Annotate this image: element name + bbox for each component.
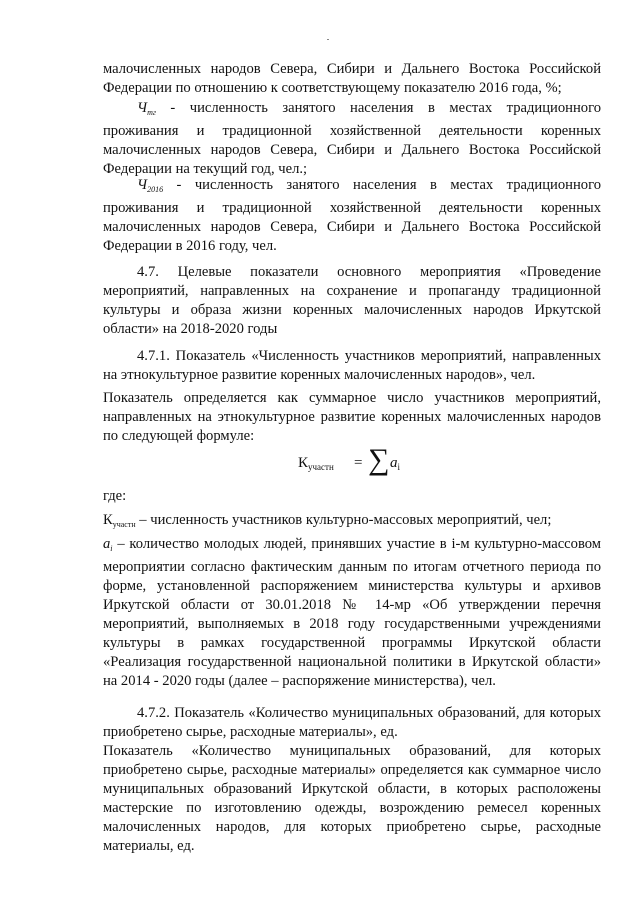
paragraph-continuation: малочисленных народов Севера, Сибири и Дальнего Востока Российской Федерации по отношению к соответствующему показателю 2016 года, %;: [103, 61, 601, 96]
paragraph-definition-2016: $Ч_{2016}$ - численность занятого населения в местах традиционного проживания и традиционной хозяйственной деятельности коренных малочисленных народов Севера, Сибири и Дальнего Востока Российской Федерации в 2016 году, чел.: [103, 177, 601, 254]
symbol-subscript: i: [110, 544, 113, 553]
formula-lhs: $К_{участн}$: [298, 455, 334, 472]
paragraph-definition-ai: $a_i$ – количество молодых людей, принявших участие в i-м культурно-массовом мероприятии согласно фактическим данным по итогам отчетного периода по форме, установленной распоряжением министерства культуры и архивов Иркутской области от 30.01.2018 № 14-мр «Об утверждении перечня мероприятий, выполняемых в 2018 году государственными учреждениями культуры в рамках государственной программы Иркутской области «Реализация государственной национальной политики в Иркутской области» на 2014 - 2020 годы (далее – распоряжение министерства), чел.: [103, 536, 601, 689]
paragraph-definition-current-year: $Ч_{тг}$ - численность занятого населения в местах традиционного проживания и традиционной хозяйственной деятельности коренных малочисленных народов Севера, Сибири и Дальнего Востока Российской Федерации на текущий год, чел.;: [103, 100, 601, 177]
formula-equals: =: [354, 455, 363, 471]
scan-mark: [327, 39, 329, 40]
paragraph-indicator-definition: Показатель «Количество муниципальных образований, для которых приобретено сырье, расходные материалы» определяется как суммарное число муниципальных образований Иркутской области, в которых расположены мастерские по изготовлению одежды, возрождению ремесел коренных малочисленных народов, для которых приобретено сырье, расходные материалы, ед.: [103, 743, 601, 854]
formula-rhs: $a_i$: [390, 455, 401, 472]
symbol-subscript: тг: [147, 108, 156, 117]
section-heading-4-7: 4.7. Целевые показатели основного мероприятия «Проведение мероприятий, направленных на сохранение и пропаганду традиционной культуры и образа жизни коренных малочисленных народов Иркутской области» на 2018-2020 годы: [103, 264, 601, 337]
indicator-heading-4-7-2: 4.7.2. Показатель «Количество муниципальных образований, для которых приобретено сырье, расходные материалы», ед.: [103, 705, 601, 740]
symbol-ch: Ч: [137, 177, 148, 193]
symbol-ch: Ч: [137, 100, 148, 116]
paragraph-definition-participants: $К_{участн}$ – численность участников культурно-массовых мероприятий, чел;: [103, 512, 552, 529]
indicator-heading-4-7-1: 4.7.1. Показатель «Численность участников мероприятий, направленных на этнокультурное развитие коренных малочисленных народов», чел.: [103, 348, 601, 383]
symbol-subscript: участн: [112, 520, 136, 529]
paragraph-method: Показатель определяется как суммарное число участников мероприятий, направленных на этнокультурное развитие коренных малочисленных народов по следующей формуле:: [103, 390, 601, 444]
symbol-k: К: [103, 512, 113, 528]
where-label: где:: [103, 488, 127, 504]
symbol-a: a: [103, 536, 111, 552]
symbol-subscript: 2016: [147, 185, 164, 194]
sum-sign-icon: ∑: [368, 443, 390, 476]
